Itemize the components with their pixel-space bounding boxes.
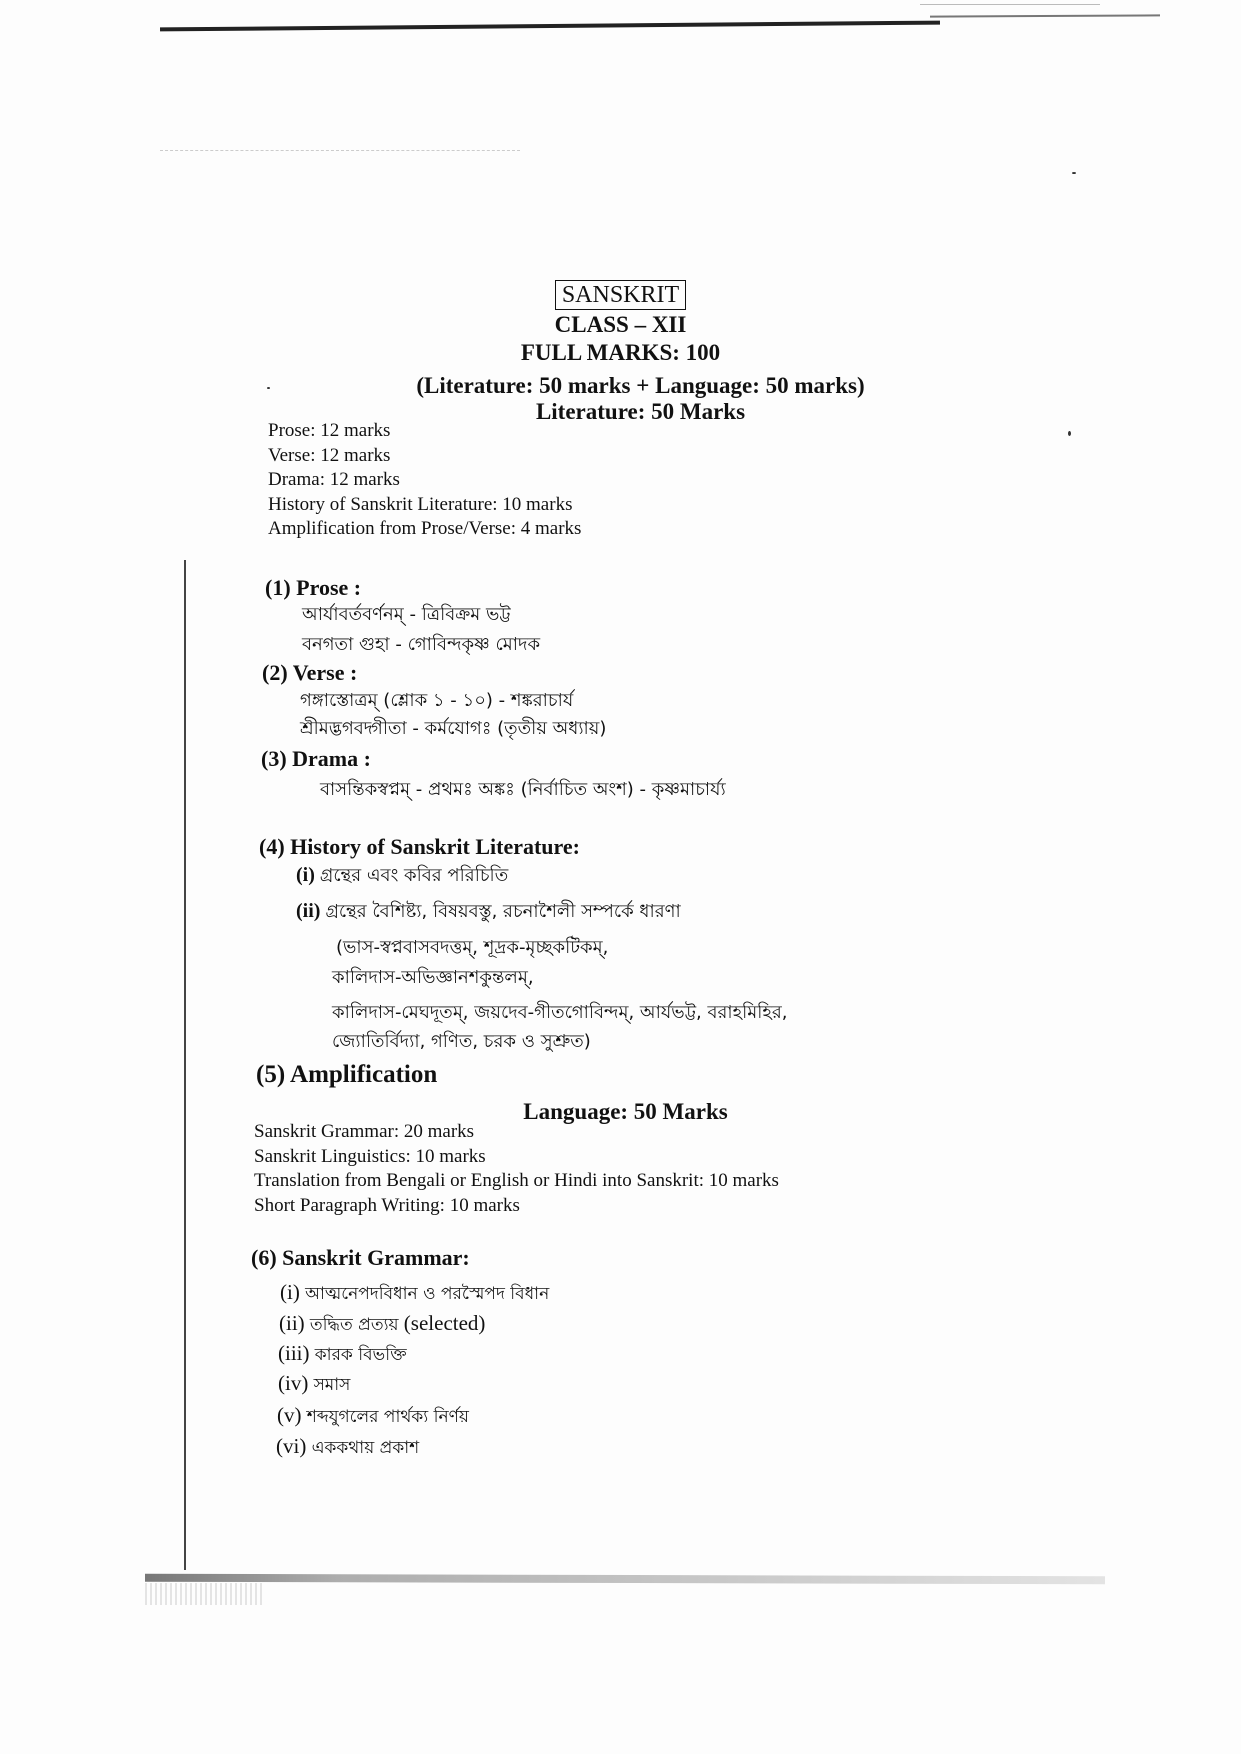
summary-line: Short Paragraph Writing: 10 marks — [254, 1194, 520, 1216]
item-label: (i) — [296, 864, 315, 886]
scan-edge-bottom — [145, 1574, 1105, 1585]
full-marks-line: FULL MARKS: 100 — [520, 340, 721, 365]
prose-item: বনগতা গুহা - গোবিন্দকৃষ্ণ মোদক — [302, 634, 541, 655]
summary-line: Amplification from Prose/Verse: 4 marks — [268, 518, 582, 539]
scan-artifact — [160, 150, 520, 152]
drama-item: বাসন্তিকস্বপ্নম্ - প্রথমঃ অঙ্কঃ (নির্বাচিত অংশ) - কৃষ্ণমাচার্য্য — [320, 779, 726, 800]
item-text: তদ্ধিত প্রত্যয় — [309, 1315, 399, 1335]
item-text: গ্রন্থের বৈশিষ্ট্য, বিষয়বস্তু, রচনাশৈলী সম্পর্কে ধারণা — [325, 901, 681, 922]
grammar-item — [278, 1339, 407, 1369]
item-label: (ii) — [279, 1311, 305, 1335]
item-text: আত্মনেপদবিধান ও পরস্মৈপদ বিধান — [305, 1284, 550, 1304]
grammar-item — [280, 1278, 549, 1308]
scan-artifact — [920, 4, 1100, 5]
history-item — [296, 862, 508, 889]
summary-line: Sanskrit Linguistics: 10 marks — [254, 1145, 486, 1167]
summary-line: Translation from Bengali or English or Hindi into Sanskrit: 10 marks — [254, 1170, 779, 1191]
grammar-item — [279, 1309, 485, 1339]
scan-speck — [1068, 431, 1071, 436]
grammar-item — [276, 1432, 419, 1462]
history-item — [296, 898, 681, 925]
scan-edge-top — [160, 21, 940, 32]
item-label: (i) — [280, 1280, 300, 1304]
language-title: Language: 50 Marks — [523, 1099, 728, 1124]
marks-split-line: (Literature: 50 marks + Language: 50 marks) — [416, 373, 865, 398]
subject-title — [0, 280, 1241, 310]
history-line: জ্যোতির্বিদ্যা, গণিত, চরক ও সুশ্রুত) — [332, 1031, 591, 1052]
history-line: কালিদাস-অভিজ্ঞানশকুন্তলম্, — [332, 967, 534, 988]
verse-heading: (2) Verse : — [262, 660, 358, 685]
summary-line: Verse: 12 marks — [268, 444, 391, 466]
summary-line: Sanskrit Grammar: 20 marks — [254, 1121, 475, 1142]
summary-line: History of Sanskrit Literature: 10 marks — [268, 493, 573, 515]
class-line: CLASS – XII — [554, 312, 687, 337]
history-line: কালিদাস-মেঘদূতম্, জয়দেব-গীতগোবিন্দম্, আর্যভট্ট, বরাহমিহির, — [332, 1002, 788, 1023]
item-text: সমাস — [313, 1375, 351, 1395]
scan-speck — [1072, 172, 1076, 174]
grammar-item — [277, 1401, 469, 1431]
verse-item: শ্রীমদ্ভগবদ্গীতা - কর্মযোগঃ (তৃতীয় অধ্যায়) — [300, 718, 607, 739]
language-summary — [254, 1120, 779, 1218]
item-text: কারক বিভক্তি — [314, 1345, 407, 1365]
item-text: শব্দযুগলের পার্থক্য নির্ণয় — [306, 1407, 469, 1427]
scan-artifact — [930, 14, 1160, 17]
summary-line: Prose: 12 marks — [268, 420, 391, 441]
item-text: গ্রন্থের এবং কবির পরিচিতি — [319, 865, 509, 886]
verse-item: গঙ্গাস্তোত্রম্ (শ্লোক ১ - ১০) - শঙ্করাচার্য — [300, 690, 574, 711]
literature-title: Literature: 50 Marks — [535, 399, 746, 424]
grammar-item — [278, 1369, 350, 1399]
item-label: (iii) — [278, 1341, 310, 1365]
history-line: (ভাস-স্বপ্নবাসবদত্তম্, শূদ্রক-মৃচ্ছকটিকম্, — [336, 937, 609, 958]
literature-summary — [268, 419, 581, 542]
item-text: এককথায় প্রকাশ — [311, 1438, 420, 1458]
history-heading: (4) History of Sanskrit Literature: — [259, 834, 580, 859]
item-label: (ii) — [296, 900, 321, 922]
item-extra: (selected) — [403, 1311, 486, 1335]
grammar-heading: (6) Sanskrit Grammar: — [251, 1245, 470, 1270]
scan-edge-left — [184, 560, 186, 1570]
item-label: (vi) — [276, 1434, 307, 1458]
prose-heading: (1) Prose : — [265, 575, 362, 600]
prose-item: আর্যাবর্তবর্ণনম্ - ত্রিবিক্রম ভট্ট — [302, 604, 511, 625]
summary-line: Drama: 12 marks — [268, 469, 400, 490]
amplification-heading: (5) Amplification — [256, 1061, 438, 1088]
scan-artifact — [145, 1583, 265, 1605]
item-label: (v) — [277, 1403, 302, 1427]
drama-heading: (3) Drama : — [261, 746, 371, 771]
subject-title-box: SANSKRIT — [555, 280, 686, 310]
item-label: (iv) — [278, 1371, 309, 1395]
